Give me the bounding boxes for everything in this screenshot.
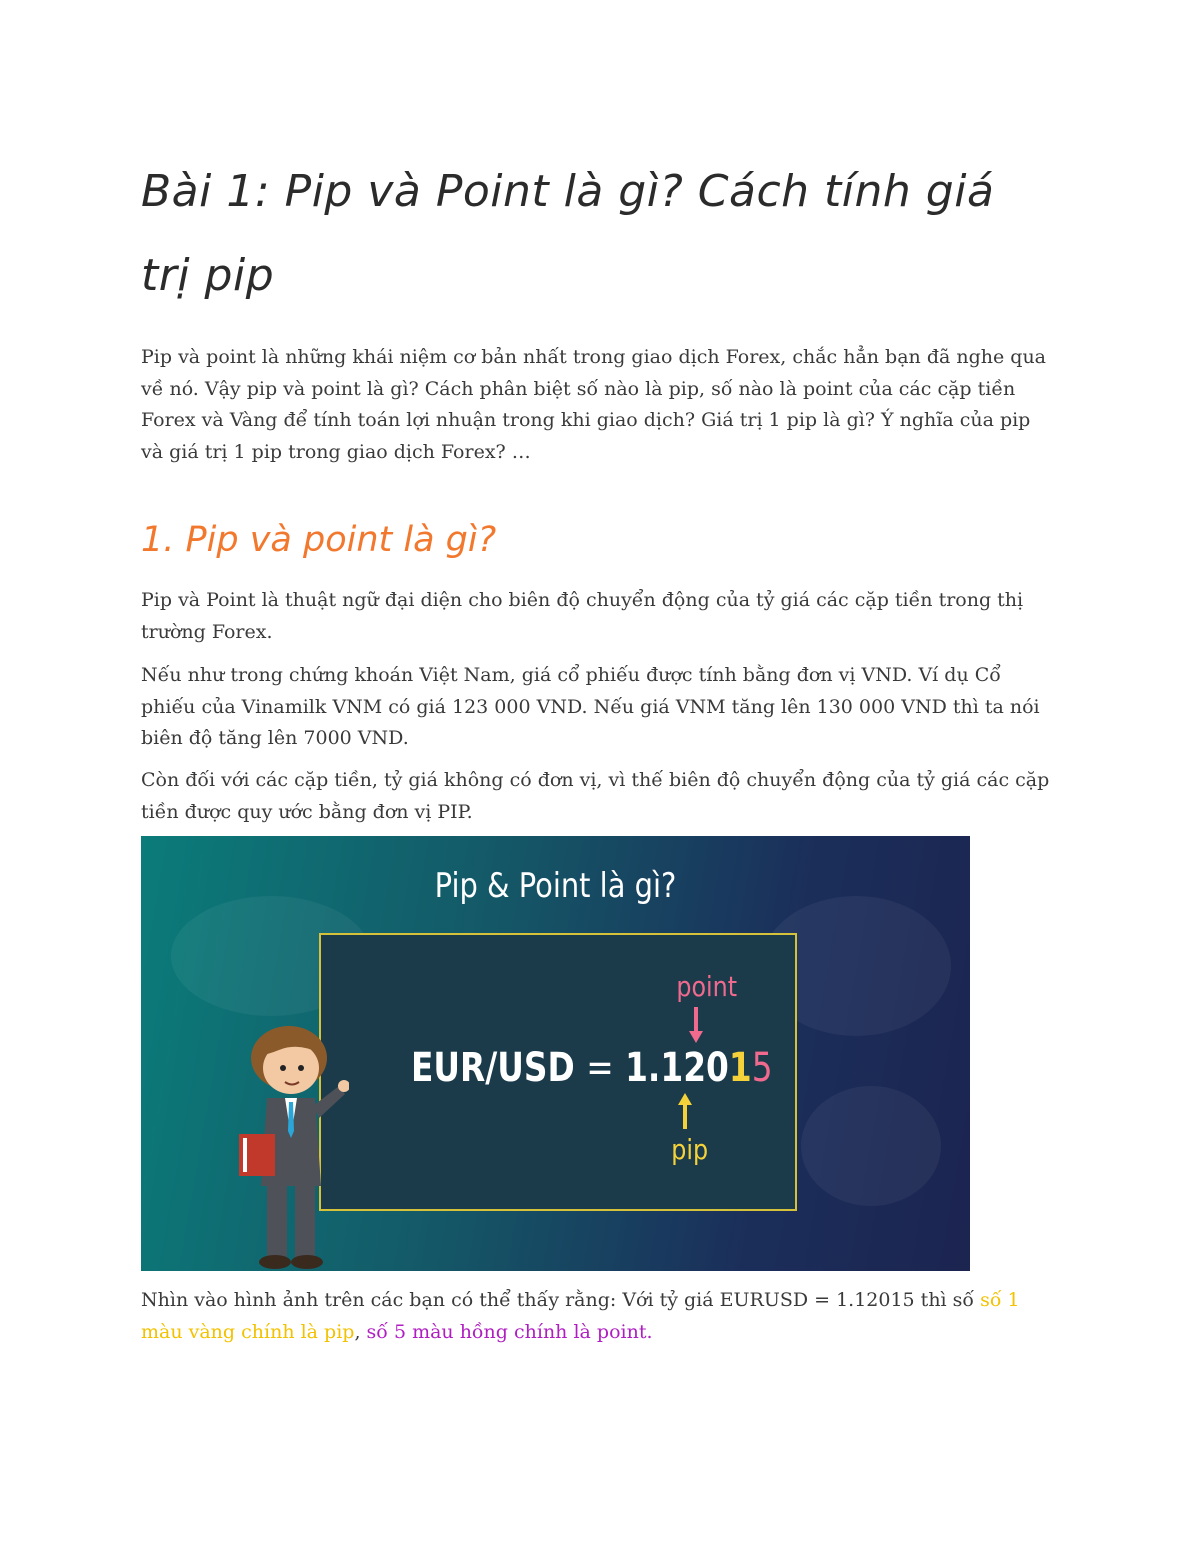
arrow-up-icon (678, 1093, 692, 1129)
teacher-illustration (229, 1016, 349, 1271)
section-heading: 1. Pip và point là gì? (141, 520, 497, 560)
equals-sign: = (586, 1045, 614, 1091)
pip-label: pip (671, 1133, 709, 1166)
caption-pip-highlight: số 1 màu vàng chính là pip (141, 1289, 1020, 1343)
figure-title: Pip & Point là gì? (434, 866, 677, 906)
point-label: point (676, 970, 738, 1003)
caption-separator: , (354, 1320, 367, 1343)
section-paragraph-1: Pip và Point là thuật ngữ đại diện cho biên độ chuyển động của tỷ giá các cặp tiền trong thị trường Forex. (141, 589, 1024, 643)
currency-pair: EUR/USD (411, 1045, 575, 1091)
caption-point-highlight: số 5 màu hồng chính là point. (366, 1320, 653, 1343)
rate-main-digits: 1.120 (625, 1045, 729, 1091)
caption-text: Nhìn vào hình ảnh trên các bạn có thể thấy rằng: Với tỷ giá EURUSD = 1.12015 thì số (141, 1289, 981, 1311)
point-digit: 5 (751, 1045, 773, 1091)
pip-digit: 1 (728, 1045, 752, 1091)
exchange-rate-formula (411, 1045, 773, 1091)
world-map-shape (801, 1086, 941, 1206)
arrow-down-icon (689, 1007, 703, 1043)
pip-point-illustration (141, 836, 970, 1271)
intro-paragraph: Pip và point là những khái niệm cơ bản nhất trong giao dịch Forex, chắc hẳn bạn đã nghe qua về nó. Vậy pip và point là gì? Cách phân biệt số nào là pip, số nào là point của các cặp tiền Forex và Vàng để tính toán lợi nhuận trong khi giao dịch? Giá trị 1 pip là gì? Ý nghĩa của pip và giá trị 1 pip trong giao dịch Forex? … (141, 346, 1047, 463)
chalkboard (319, 933, 797, 1211)
figure-caption (141, 1285, 1056, 1348)
section-paragraph-3: Còn đối với các cặp tiền, tỷ giá không có đơn vị, vì thế biên độ chuyển động của tỷ giá các cặp tiền được quy ước bằng đơn vị PIP. (141, 769, 1050, 823)
page-title: Bài 1: Pip và Point là gì? Cách tính giá trị pip (141, 166, 995, 301)
section-paragraph-2: Nếu như trong chứng khoán Việt Nam, giá cổ phiếu được tính bằng đơn vị VND. Ví dụ Cổ phiếu của Vinamilk VNM có giá 123 000 VND. Nếu giá VNM tăng lên 130 000 VND thì ta nói biên độ tăng lên 7000 VND. (141, 664, 1040, 749)
